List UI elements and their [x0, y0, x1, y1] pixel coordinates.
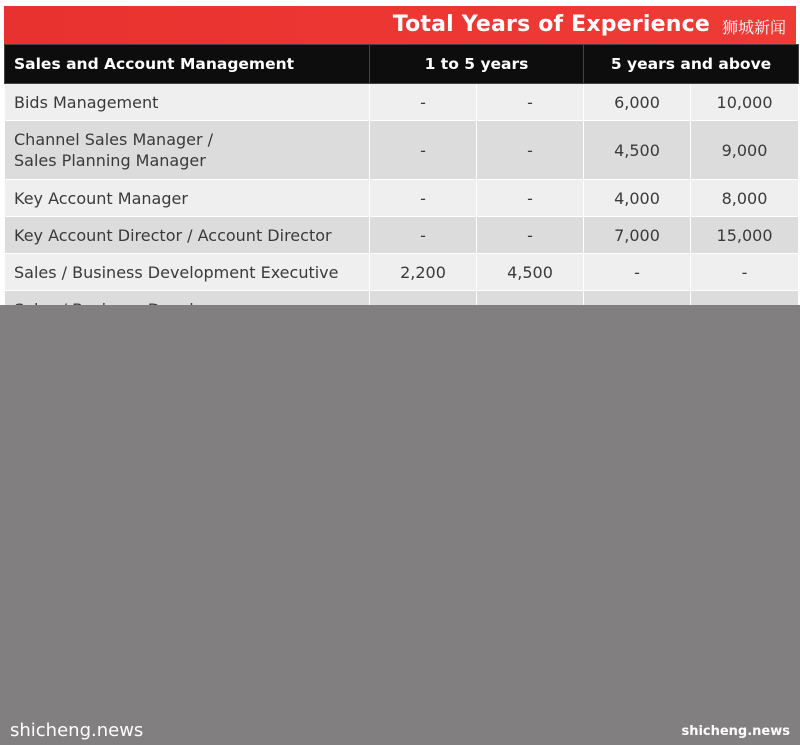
value-cell: 2,200: [370, 254, 477, 291]
table-row: [5, 180, 799, 217]
value-cell: 15,000: [691, 217, 799, 254]
table-row: [5, 254, 799, 291]
role-cell: Sales / Business Development Executive: [5, 254, 370, 291]
watermark-chinese: 狮城新闻: [721, 18, 786, 37]
role-cell: Key Account Manager: [5, 180, 370, 217]
role-cell: Key Account Director / Account Director: [5, 217, 370, 254]
table-row: [5, 84, 799, 121]
table-row: [5, 121, 799, 180]
value-cell: -: [477, 84, 584, 121]
value-cell: -: [370, 217, 477, 254]
gray-overlay: [0, 305, 800, 745]
role-cell: [5, 121, 370, 180]
value-cell: 10,000: [691, 84, 799, 121]
experience-banner: [4, 6, 796, 44]
table-row: [5, 217, 799, 254]
salary-table-image: [0, 0, 800, 305]
value-cell: 4,500: [477, 254, 584, 291]
value-cell: -: [370, 121, 477, 180]
salary-table: [4, 44, 799, 328]
value-cell: 4,000: [584, 180, 691, 217]
value-cell: -: [370, 84, 477, 121]
value-cell: 9,000: [691, 121, 799, 180]
value-cell: 7,000: [584, 217, 691, 254]
header-category: Sales and Account Management: [5, 45, 370, 84]
watermark-right: shicheng.news: [681, 724, 790, 739]
value-cell: 6,000: [584, 84, 691, 121]
header-1-to-5: 1 to 5 years: [370, 45, 584, 84]
value-cell: -: [477, 217, 584, 254]
watermark-left: shicheng.news: [10, 720, 144, 741]
value-cell: -: [477, 180, 584, 217]
value-cell: -: [477, 121, 584, 180]
role-cell: Bids Management: [5, 84, 370, 121]
banner-title: Total Years of Experience: [392, 12, 710, 37]
role-line: Sales Planning Manager: [14, 151, 206, 170]
value-cell: -: [584, 254, 691, 291]
value-cell: 8,000: [691, 180, 799, 217]
role-line: Channel Sales Manager /: [14, 130, 214, 149]
value-cell: -: [370, 180, 477, 217]
value-cell: 4,500: [584, 121, 691, 180]
header-5-plus: 5 years and above: [584, 45, 799, 84]
value-cell: -: [691, 254, 799, 291]
table-header-row: [5, 45, 799, 84]
